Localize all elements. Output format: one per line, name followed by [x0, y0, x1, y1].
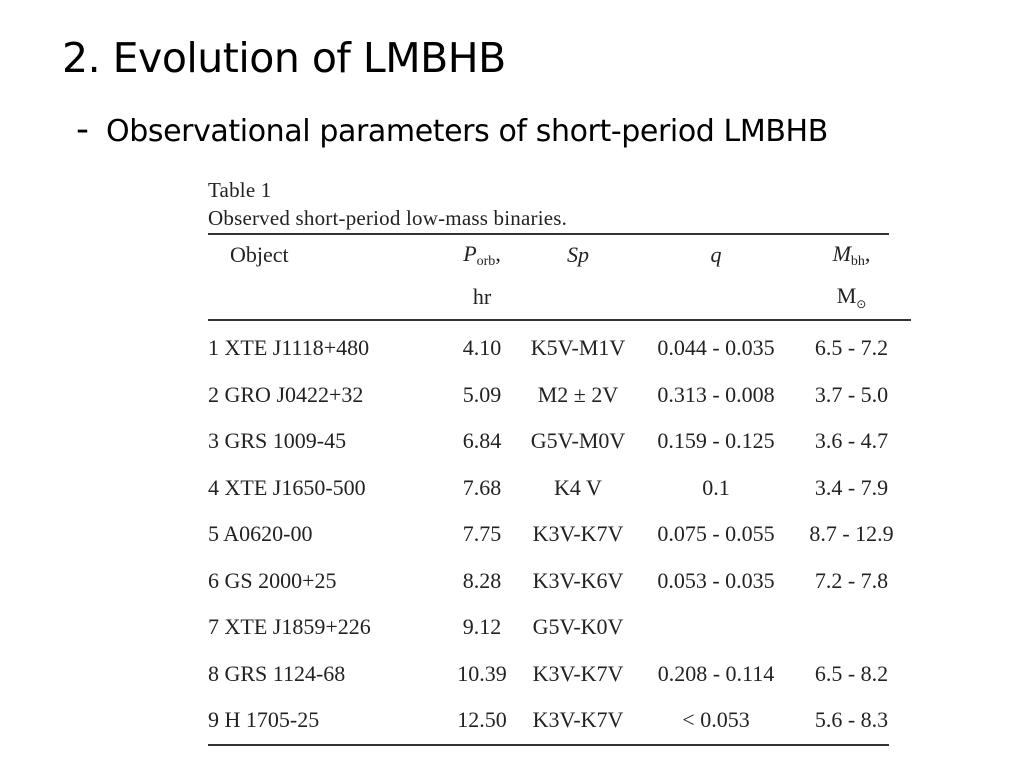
cell-porb: 5.09	[462, 381, 502, 407]
header-q: q	[710, 242, 722, 267]
table-row	[208, 372, 911, 419]
cell-q: 0.044 - 0.035	[657, 335, 775, 361]
header-row	[208, 235, 911, 275]
cell-q: 0.075 - 0.055	[657, 521, 775, 547]
cell-sp: G5V-M0V	[530, 428, 626, 454]
cell-porb: 9.12	[462, 614, 502, 640]
table-row	[208, 651, 911, 698]
cell-object: 2 GRO J0422+32	[208, 381, 364, 407]
table-row	[208, 465, 911, 512]
header-sp: Sp	[567, 242, 589, 267]
cell-sp: K3V-K7V	[532, 521, 624, 547]
cell-porb: 4.10	[462, 335, 502, 361]
table-row	[208, 604, 911, 651]
cell-mbh: 6.5 - 8.2	[814, 660, 889, 686]
cell-q: 0.053 - 0.035	[657, 567, 775, 593]
cell-object: 3 GRS 1009-45	[208, 428, 347, 454]
cell-object: 4 XTE J1650-500	[208, 474, 366, 500]
cell-q: < 0.053	[682, 707, 750, 733]
cell-sp: K4 V	[554, 474, 602, 500]
cell-porb: 12.50	[457, 707, 507, 733]
header-units-row	[208, 275, 911, 320]
cell-sp: K3V-K7V	[532, 660, 624, 686]
table-caption: Observed short-period low-mass binaries.	[208, 206, 568, 230]
cell-sp: K5V-M1V	[530, 335, 626, 361]
cell-q: 0.313 - 0.008	[657, 381, 775, 407]
cell-q	[640, 604, 792, 651]
table-body	[208, 320, 911, 744]
data-table-figure	[208, 175, 894, 746]
header-porb-unit: hr	[448, 275, 516, 320]
table-bottom-rule	[208, 744, 889, 746]
binaries-table	[208, 235, 911, 744]
table-row	[208, 697, 911, 744]
cell-mbh: 3.7 - 5.0	[814, 381, 889, 407]
cell-mbh: 5.6 - 8.3	[814, 707, 889, 733]
table-row	[208, 511, 911, 558]
table-label: Table 1	[208, 178, 272, 202]
cell-porb: 7.68	[462, 474, 502, 500]
cell-sp: K3V-K7V	[532, 707, 624, 733]
header-porb: $P_{orb}$,	[463, 240, 501, 269]
cell-object: 7 XTE J1859+226	[208, 614, 371, 640]
subtitle-text: Observational parameters of short-period LMBHB	[106, 114, 828, 149]
cell-object: 8 GRS 1124-68	[208, 660, 346, 686]
cell-object: 1 XTE J1118+480	[208, 335, 370, 361]
cell-porb: 7.75	[462, 521, 502, 547]
slide-title: 2. Evolution of LMBHB	[62, 34, 506, 82]
header-object: Object	[230, 242, 289, 267]
cell-mbh: 7.2 - 7.8	[814, 567, 889, 593]
cell-porb: 6.84	[462, 428, 502, 454]
cell-sp: K3V-K6V	[532, 567, 624, 593]
slide-subtitle	[76, 109, 828, 150]
table-row	[208, 418, 911, 465]
cell-q: 0.208 - 0.114	[657, 660, 775, 686]
cell-object: 6 GS 2000+25	[208, 567, 337, 593]
cell-q: 0.159 - 0.125	[657, 428, 775, 454]
cell-q: 0.1	[702, 474, 730, 500]
header-mbh: $M_{bh}$,	[832, 240, 871, 269]
cell-sp: G5V-K0V	[532, 614, 624, 640]
subtitle-dash: -	[76, 109, 89, 150]
table-row	[208, 320, 911, 372]
header-mbh-unit: $M_⊙$	[792, 275, 911, 320]
cell-porb: 8.28	[462, 567, 502, 593]
cell-mbh: 6.5 - 7.2	[814, 335, 889, 361]
cell-mbh: 8.7 - 12.9	[809, 521, 894, 547]
table-row	[208, 558, 911, 605]
cell-mbh: 3.4 - 7.9	[814, 474, 889, 500]
cell-mbh: 3.6 - 4.7	[814, 428, 889, 454]
cell-porb: 10.39	[457, 660, 507, 686]
cell-object: 5 A0620-00	[208, 521, 313, 547]
cell-mbh	[792, 604, 911, 651]
cell-sp: M2 ± 2V	[537, 381, 619, 407]
cell-object: 9 H 1705-25	[208, 707, 320, 733]
